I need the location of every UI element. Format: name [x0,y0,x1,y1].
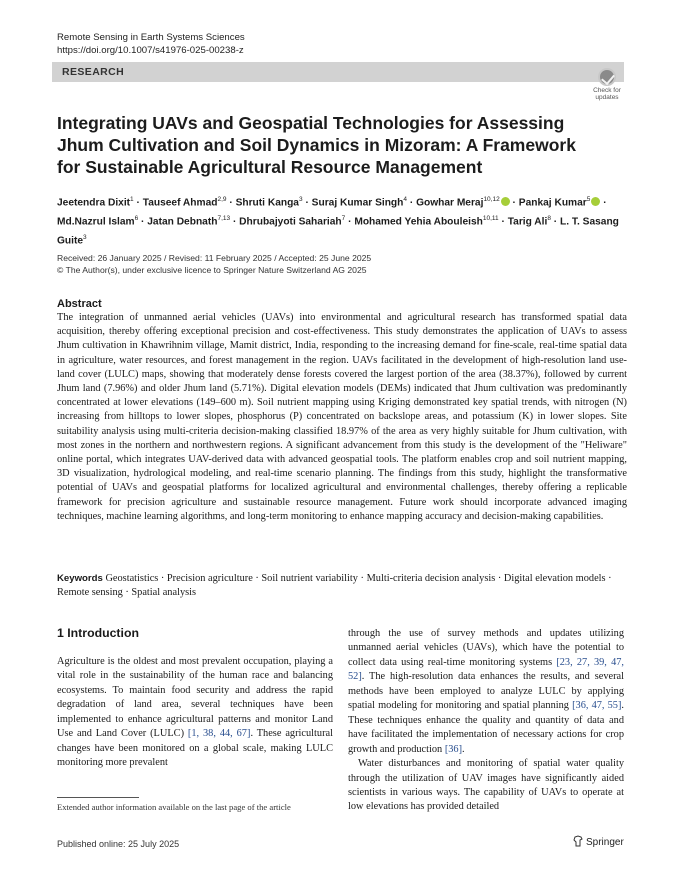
author-affiliation: 10,12 [483,196,500,203]
author-affiliation: 1 [130,196,134,203]
body-column-left [57,655,333,771]
author-affiliation: 4 [403,196,407,203]
author-name[interactable]: Tauseef Ahmad [142,197,218,209]
publisher-name: Springer [586,837,624,848]
author-name[interactable]: Mohamed Yehia Abouleish [354,216,483,228]
author-name[interactable]: Shruti Kanga [235,197,299,209]
abstract-text: The integration of unmanned aerial vehicles (UAVs) into environmental and agricultural research has transformed spatial data acquisition, thereby offering exceptional precision and cost-effectiveness. This study demonstrates the application of UAVs to assess Jhum cultivation in Khawrihnim village, Mamit district, India, responding to the increasing demand for fine-scale, real-time spatial data in agriculture, water resources, and forest management in the region. UAVs facilitated in the development of high-resolution land use-land cover (LULC) maps, showing that moderately dense forests covered the largest portion of the area (38.37%), followed by current Jhum land (7.96%) and older Jhum land (5.71%). Digital elevation models (DEMs) indicated that Jhum cultivation was predominantly concentrated at lower elevations (149–600 m). Soil nutrient mapping using Kriging demonstrated key spatial trends, with nitrogen (N) increasing from hilltops to lower slopes, phosphorus (P) concentrated on backslope areas, and potassium (K) in lower slopes. Site suitability analysis using multi-criteria decision-making classified 18.97% of the area as very highly suitable for Jhum cultivation, with most zones in the northern and northwestern regions. A significant advancement from this study is the development of the "Heliware" online portal, which integrates UAV-derived data with advanced geospatial tools. The platform enables crop and soil nutrient mapping, 3D visualization, hydrological modeling, and real-time scenario planning. The findings from this study, highlight the transformative potential of UAVs and geospatial platforms for localized agricultural and environmental challenges, thereby offering a replicable framework for precision agriculture and sustainable resource management. Future work should incorporate advanced imaging techniques, machine learning algorithms, and long-term monitoring to enhance mapping accuracy and decision-making capabilities. [57,312,627,522]
intro-paragraph [348,627,624,757]
body-text: through the use of survey methods and updates utilizing unmanned aerial vehicles (UAVs), which have the potential to collect data using real-time monitoring systems [348,628,624,668]
body-text: . The high-resolution data enhances the results, and several methods have been employed to analyze LULC by applying spatial modeling for monitoring and spatial planning [348,671,624,712]
body-text: . These techniques enhance the quality and quantity of data and have facilitated the implementation of necessary actions for crop growth and production [348,700,625,755]
author-affiliation: 10,11 [482,214,499,222]
article-type-bar [52,62,624,82]
check-for-updates-badge[interactable] [589,68,625,102]
author-name[interactable]: Pankaj Kumar [518,197,587,209]
journal-name: Remote Sensing in Earth Systems Sciences [57,32,245,43]
author-list: Jeetendra Dixit$^1$ · Tauseef Ahmad$^{2,9}$ · Shruti Kanga$^3$ · Suraj Kumar Singh$^4$ · Gowhar Meraj$^{10,12}$ · Pankaj Kumar$^5$ · Md.Nazrul Islam$^6$ · Jatan Debnath$^{7,13}$ · Dhrubajyoti Sahariah$^7$ · Mohamed Yehia Abouleish$^{10,11}$ · Tarig Ali$^8$ · L. T. Sasang Guite$^3$ [57,196,619,247]
publisher-logo [573,835,624,848]
article-title: Integrating UAVs and Geospatial Technologies for Assessing Jhum Cultivation and Soil Dynamics in Mizoram: A Framework for Sustainable Agricultural Resource Management [57,113,576,177]
author-name[interactable]: Tarig Ali [507,216,548,228]
author-affiliation: 7 [341,214,346,222]
author-name[interactable]: Jeetendra Dixit [57,197,131,209]
author-affiliation: 5 [586,196,591,203]
section-heading-introduction: 1 Introduction [57,626,139,640]
author-affiliation: 6 [134,214,139,222]
author-name[interactable]: Md.Nazrul Islam [57,216,135,228]
footnote-divider [57,797,139,798]
springer-horse-icon [573,835,583,847]
author-name[interactable]: L. T. Sasang Guite [57,216,619,247]
keywords-label: Keywords [57,573,103,584]
article-type-label: RESEARCH [62,66,125,78]
body-text: . [462,743,465,755]
author-affiliation: 3 [83,233,87,241]
citation-link[interactable]: [23, 27, 39, 47, 52] [348,656,624,683]
check-for-updates-label: Check for updates [593,87,621,101]
intro-paragraph [57,655,333,771]
citation-link[interactable]: [36] [444,743,463,755]
author-affiliation: 3 [298,196,303,203]
intro-paragraph: Water disturbances and monitoring of spatial water quality through the utilization of UAV images have significantly aided scientists in various ways. The capability of UAVs to operate at low elevations has provided detailed [348,758,624,813]
author-affiliation: 7,13 [217,214,231,222]
received-dates: Received: 26 January 2025 / Revised: 11 February 2025 / Accepted: 25 June 2025 [57,253,372,263]
check-for-updates-icon [598,68,616,86]
author-name[interactable]: Gowhar Meraj [416,197,484,209]
orcid-icon[interactable] [501,197,510,206]
body-text: Agriculture is the oldest and most prevalent occupation, playing a vital role in the sustainability of the human race and balancing ecosystems. To maintain food security and address the rapid degradation of land area, several techniques have been implemented to enhance agricultural patterns and monitor Land Use and Land Cover (LULC) [57,656,333,740]
author-name[interactable]: Suraj Kumar Singh [311,197,404,209]
body-text: . These agricultural changes have been monitored on a global scale, making LULC monitoring more prevalent [57,728,333,769]
author-info-footnote: Extended author information available on the last page of the article [57,802,291,812]
article-dates [57,253,371,276]
author-name[interactable]: Jatan Debnath [147,216,218,228]
orcid-icon[interactable] [591,197,600,206]
body-column-right [348,627,624,815]
keywords [57,572,627,600]
keywords-text: Geostatistics · Precision agriculture · Soil nutrient variability · Multi-criteria decision analysis · Digital elevation models · Remote sensing · Spatial analysis [57,573,612,599]
published-date: Published online: 25 July 2025 [57,839,180,849]
author-name[interactable]: Dhrubajyoti Sahariah [239,216,342,228]
copyright-line: © The Author(s), under exclusive licence to Springer Nature Switzerland AG 2025 [57,264,367,275]
author-affiliation: 2,9 [217,196,227,203]
doi-link[interactable]: https://doi.org/10.1007/s41976-025-00238-z [57,45,244,56]
journal-header [57,31,245,57]
citation-link[interactable]: [1, 38, 44, 67] [187,728,251,740]
abstract-heading: Abstract [57,298,102,310]
citation-link[interactable]: [36, 47, 55] [572,700,622,712]
author-affiliation: 8 [547,214,551,222]
